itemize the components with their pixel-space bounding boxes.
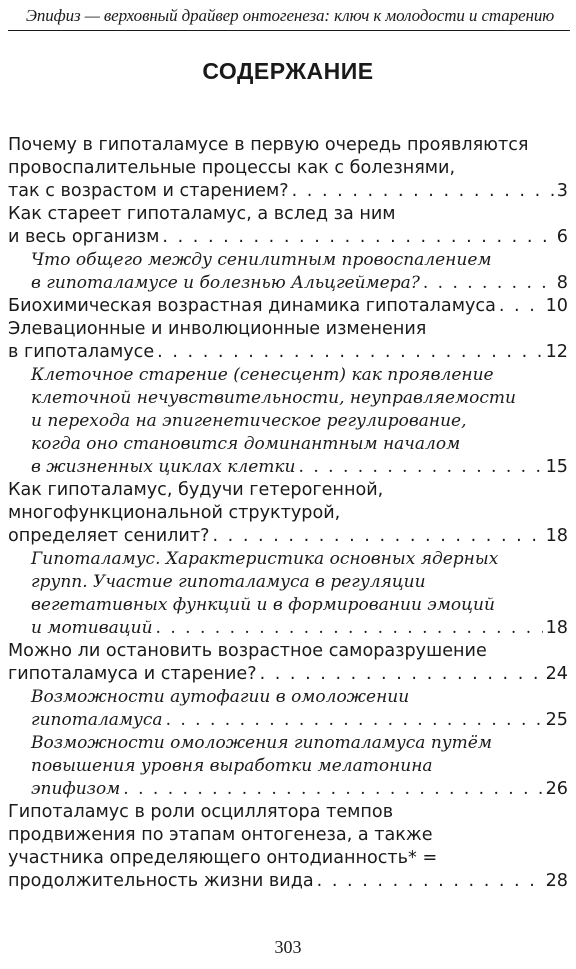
toc-entry-line: Элевационные и инволюционные изменения [8, 319, 427, 339]
toc-entry-last-line [8, 525, 568, 548]
toc-entry-line: групп. Участие гипоталамуса в регуляции [31, 572, 426, 592]
toc-subentry [8, 364, 568, 479]
dot-leader [157, 341, 542, 364]
toc-title: СОДЕРЖАНИЕ [202, 58, 374, 84]
toc-entry [8, 318, 568, 364]
dot-leader [317, 870, 543, 893]
toc-entry-line: Клеточное старение (сенесцент) как проявление [31, 365, 494, 385]
toc-entry-last-line [31, 709, 568, 732]
toc-page-number: 18 [545, 618, 568, 638]
toc-entry-last-line [31, 617, 568, 640]
dot-leader [162, 226, 553, 249]
toc-entry [8, 134, 568, 203]
table-of-contents [8, 134, 568, 893]
toc-entry-line: клеточной нечувствительности, неуправляемости [31, 388, 516, 408]
toc-entry-line: в гипоталамусе [8, 342, 155, 362]
toc-entry-line: и весь организм [8, 227, 160, 247]
dot-leader [299, 456, 543, 479]
toc-entry-line: вегетативных функций и в формировании эмоций [31, 595, 495, 615]
toc-page-number: 8 [556, 273, 568, 293]
toc-page-number: 3 [556, 181, 568, 201]
toc-subentry [8, 548, 568, 640]
dot-leader [260, 663, 543, 686]
toc-entry-line: Возможности омоложения гипоталамуса путём [31, 733, 492, 753]
toc-entry-line: повышения уровня выработки мелатонина [31, 756, 433, 776]
toc-entry-line: многофункциональной структурой, [8, 503, 341, 523]
toc-entry-last-line [8, 180, 568, 203]
toc-subentry [8, 686, 568, 732]
toc-entry [8, 479, 568, 548]
toc-entry-line: гипоталамуса [31, 710, 163, 730]
toc-entry-line: эпифизом [31, 779, 121, 799]
toc-page-number: 6 [556, 227, 568, 247]
toc-entry-line: так с возрастом и старением? [8, 181, 289, 201]
toc-entry [8, 295, 568, 318]
dot-leader [156, 617, 543, 640]
toc-entry-line: и перехода на эпигенетическое регулирование, [31, 411, 467, 431]
toc-page-number: 15 [545, 457, 568, 477]
toc-entry-line: участника определяющего онтодианность* = [8, 848, 438, 868]
toc-entry-line: Как гипоталамус, будучи гетерогенной, [8, 480, 384, 500]
toc-entry-line: в жизненных циклах клетки [31, 457, 296, 477]
toc-entry-last-line [31, 456, 568, 479]
toc-page-number: 12 [545, 342, 568, 362]
running-head: Эпифиз — верховный драйвер онтогенеза: ключ к молодости и старению [25, 6, 555, 25]
toc-entry-line: продолжительность жизни вида [8, 871, 314, 891]
toc-entry-line: Гипоталамус. Характеристика основных ядерных [31, 549, 499, 569]
toc-entry-last-line [8, 226, 568, 249]
toc-entry-line: определяет сенилит? [8, 526, 210, 546]
toc-page-number: 24 [545, 664, 568, 684]
dot-leader [123, 778, 542, 801]
toc-entry-last-line [8, 341, 568, 364]
toc-entry-line: гипоталамуса и старение? [8, 664, 257, 684]
toc-entry [8, 640, 568, 686]
toc-entry-line: когда оно становится доминантным началом [31, 434, 461, 454]
toc-subentry [8, 732, 568, 801]
toc-entry-line: и мотиваций [31, 618, 153, 638]
toc-entry-line: Биохимическая возрастная динамика гипоталамуса [8, 296, 496, 316]
toc-entry-line: в гипоталамусе и болезнью Альцгеймера? [31, 273, 420, 293]
toc-entry-line: Что общего между сенилитным провоспалением [31, 250, 492, 270]
page-number: 303 [274, 937, 302, 957]
dot-leader [499, 295, 543, 318]
toc-entry-last-line [8, 295, 568, 318]
toc-entry-line: продвижения по этапам онтогенеза, а также [8, 825, 433, 845]
header-rule [8, 30, 570, 31]
toc-entry-last-line [8, 870, 568, 893]
toc-page-number: 28 [545, 871, 568, 891]
toc-page-number: 25 [545, 710, 568, 730]
toc-entry-last-line [8, 663, 568, 686]
toc-page-number: 18 [545, 526, 568, 546]
toc-page-number: 10 [545, 296, 568, 316]
toc-entry-line: Почему в гипоталамусе в первую очередь проявляются [8, 135, 529, 155]
toc-entry-last-line [31, 272, 568, 295]
toc-subentry [8, 249, 568, 295]
toc-entry-line: Возможности аутофагии в омоложении [31, 687, 410, 707]
dot-leader [423, 272, 554, 295]
toc-entry-last-line [31, 778, 568, 801]
dot-leader [166, 709, 543, 732]
dot-leader [212, 525, 542, 548]
toc-entry-line: Как стареет гипоталамус, а вслед за ним [8, 204, 396, 224]
toc-entry [8, 203, 568, 249]
dot-leader [292, 180, 554, 203]
toc-entry [8, 801, 568, 893]
toc-entry-line: провоспалительные процессы как с болезнями, [8, 158, 456, 178]
toc-entry-line: Гипоталамус в роли осциллятора темпов [8, 802, 394, 822]
toc-entry-line: Можно ли остановить возрастное саморазрушение [8, 641, 487, 661]
toc-page-number: 26 [545, 779, 568, 799]
